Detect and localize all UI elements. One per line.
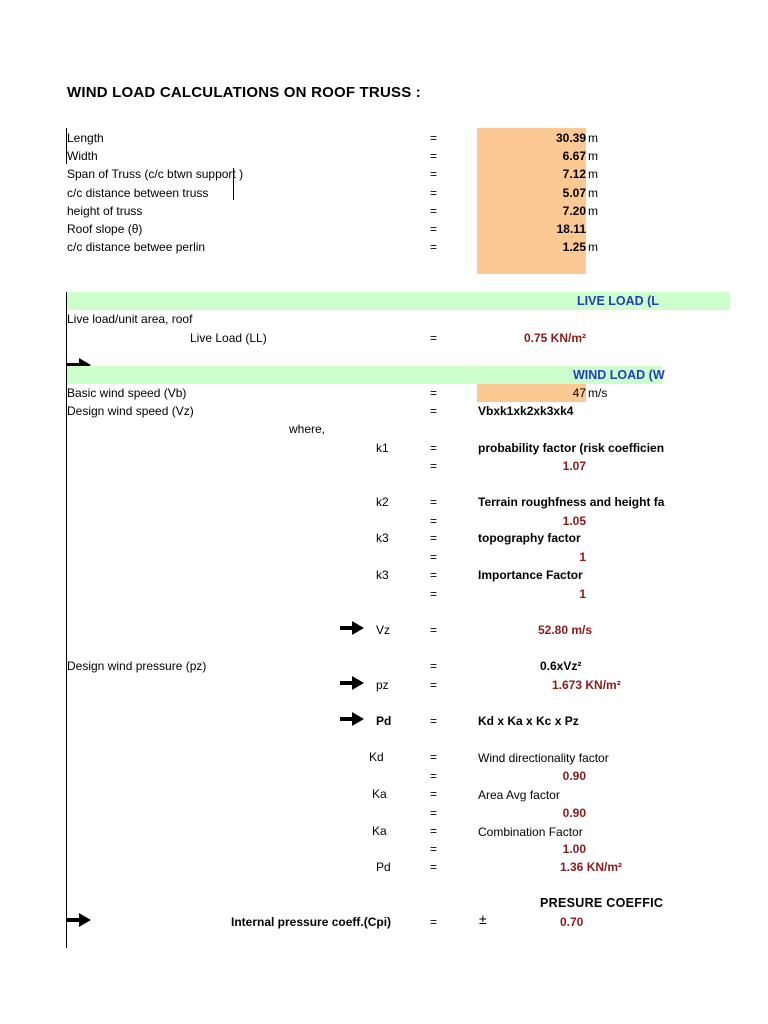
equals-sign: = [430, 787, 438, 801]
geometry-label: Width [67, 149, 98, 164]
geometry-label: c/c distance betwee perlin [67, 240, 206, 255]
equals-sign: = [430, 131, 438, 145]
equals-sign: = [430, 915, 438, 929]
equals-sign: = [430, 714, 438, 728]
equals-sign: = [430, 167, 438, 182]
k1-desc: probability factor (risk coefficien [478, 441, 665, 455]
pz-desc-label: Design wind pressure (pz) [67, 659, 207, 673]
pd-result-label: Pd [376, 860, 391, 874]
k3-value: 1 [579, 550, 586, 564]
design-wind-label: Design wind speed (Vz) [67, 404, 194, 418]
cpi-label: Internal pressure coeff.(Cpi) [231, 915, 392, 929]
k2-label: k2 [376, 495, 389, 509]
geometry-value[interactable]: 6.67 [562, 149, 586, 164]
arrow-right-icon [340, 712, 364, 726]
k2-desc: Terrain roughfness and height fa [478, 495, 665, 509]
equals-sign: = [430, 531, 438, 545]
k3-desc: topography factor [478, 531, 581, 545]
equals-sign: = [430, 678, 438, 692]
equals-sign: = [430, 404, 438, 418]
live-load-value: 0.75 KN/m² [523, 331, 586, 345]
kd-value: 0.90 [562, 769, 586, 783]
geometry-label: Span of Truss (c/c btwn support ) [67, 167, 244, 182]
geometry-label: height of truss [67, 203, 143, 218]
vz-value: 52.80 m/s [538, 623, 593, 637]
equals-sign: = [430, 860, 438, 874]
pz-label: pz [376, 678, 389, 692]
geometry-label: Roof slope (θ) [67, 222, 143, 236]
k4-value: 1 [579, 587, 586, 601]
live-load-label: Live Load (LL) [190, 331, 267, 345]
geometry-value[interactable]: 5.07 [562, 185, 586, 200]
equals-sign: = [430, 441, 438, 455]
pd-formula: Kd x Ka x Kc x Pz [478, 714, 579, 728]
cell-border [233, 182, 234, 200]
pz-formula: 0.6xVz² [540, 659, 582, 673]
equals-sign: = [430, 568, 438, 582]
kd-desc: Wind directionality factor [478, 751, 609, 765]
cpi-value: 0.70 [560, 915, 584, 929]
equals-sign: = [430, 514, 438, 528]
where-label: where, [289, 422, 326, 436]
geometry-unit: m [588, 203, 598, 218]
geometry-value[interactable]: 30.39 [555, 131, 586, 145]
equals-sign: = [430, 750, 438, 764]
live-load-header: LIVE LOAD (L [577, 294, 659, 308]
equals-sign: = [430, 185, 438, 200]
arrow-right-icon [340, 621, 364, 635]
equals-sign: = [430, 769, 438, 783]
k3-label: k3 [376, 531, 389, 545]
arrow-right-icon [340, 676, 364, 690]
equals-sign: = [430, 659, 438, 673]
pd-result-value: 1.36 KN/m² [560, 860, 623, 874]
ka-desc: Area Avg factor [478, 788, 560, 802]
geometry-unit: m [588, 167, 598, 182]
equals-sign: = [430, 495, 438, 509]
basic-wind-label: Basic wind speed (Vb) [67, 386, 187, 400]
plus-minus-symbol: ± [479, 911, 487, 927]
kd-label: Kd [369, 750, 384, 764]
basic-wind-value[interactable]: 47 [572, 386, 586, 400]
geometry-unit: m [588, 185, 598, 200]
wind-load-header: WIND LOAD (W [573, 368, 665, 382]
vz-label: Vz [376, 623, 391, 637]
equals-sign: = [430, 240, 438, 255]
kc-label: Ka [372, 824, 387, 838]
equals-sign: = [430, 331, 438, 345]
geometry-label: c/c distance between truss [67, 185, 209, 200]
geometry-value[interactable]: 7.12 [562, 167, 586, 182]
geometry-unit: m [588, 149, 598, 164]
k4-label: k3 [376, 568, 389, 582]
design-wind-formula: Vbxk1xk2xk3xk4 [478, 404, 574, 418]
k2-value: 1.05 [562, 514, 586, 528]
equals-sign: = [430, 149, 438, 164]
equals-sign: = [430, 623, 438, 637]
geometry-value[interactable]: 18.11 [556, 222, 586, 236]
equals-sign: = [430, 550, 438, 564]
kc-value: 1.00 [562, 842, 586, 856]
equals-sign: = [430, 222, 438, 236]
pz-value: 1.673 KN/m² [552, 678, 621, 692]
basic-wind-unit: m/s [588, 386, 608, 400]
equals-sign: = [430, 459, 438, 473]
equals-sign: = [430, 806, 438, 820]
k1-value: 1.07 [562, 459, 586, 473]
k1-label: k1 [376, 441, 389, 455]
page-title: WIND LOAD CALCULATIONS ON ROOF TRUSS : [67, 84, 421, 101]
geometry-label: Length [67, 131, 104, 145]
geometry-unit: m [588, 240, 598, 255]
live-load-area-label: Live load/unit area, roof [67, 312, 193, 326]
equals-sign: = [430, 386, 438, 400]
equals-sign: = [430, 587, 438, 601]
equals-sign: = [430, 842, 438, 856]
pd-label: Pd [376, 714, 392, 728]
equals-sign: = [430, 824, 438, 838]
geometry-unit: m [588, 131, 598, 145]
arrow-right-icon [67, 913, 91, 927]
geometry-value[interactable]: 7.20 [562, 203, 586, 218]
pressure-coeff-header: PRESURE COEFFIC [540, 896, 664, 910]
kc-desc: Combination Factor [478, 825, 583, 839]
k4-desc: Importance Factor [478, 568, 583, 582]
ka-label: Ka [372, 787, 387, 801]
geometry-value[interactable]: 1.25 [562, 240, 586, 255]
equals-sign: = [430, 203, 438, 218]
ka-value: 0.90 [562, 806, 586, 820]
